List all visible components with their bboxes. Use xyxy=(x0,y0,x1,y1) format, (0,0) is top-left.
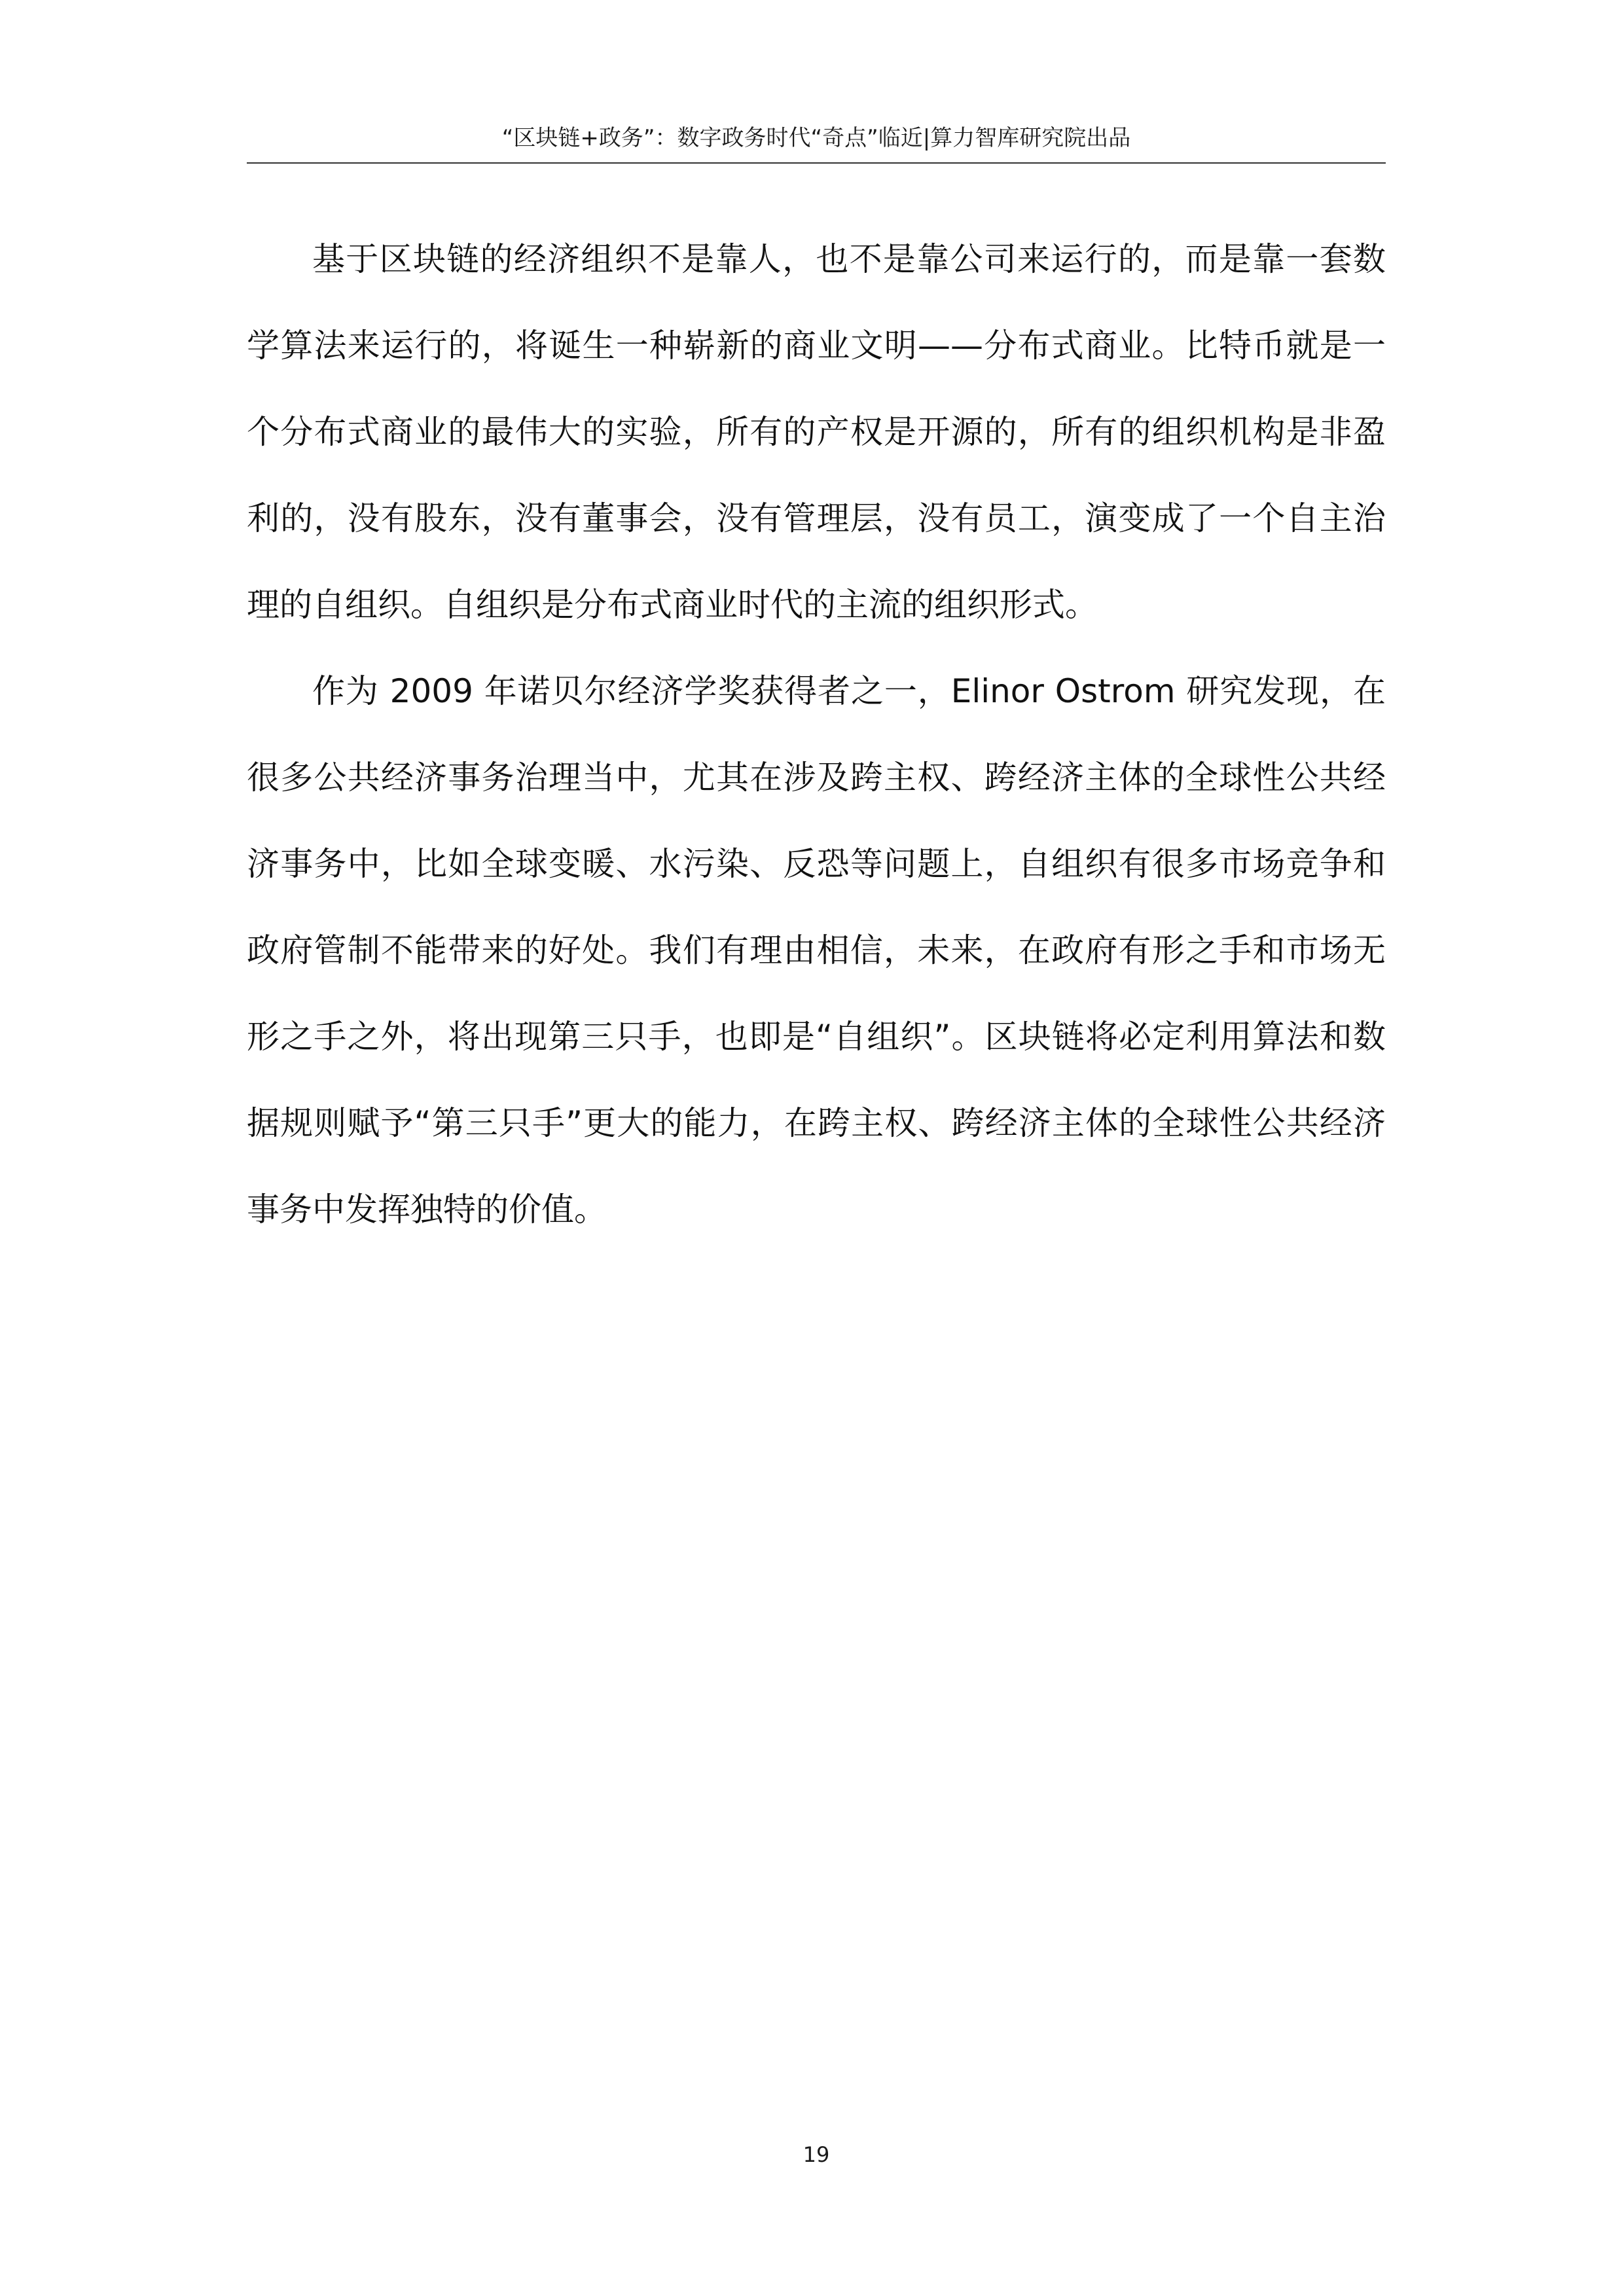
paragraph: 基于区块链的经济组织不是靠人，也不是靠公司来运行的，而是靠一套数学算法来运行的，将诞生一种崭新的商业文明——分布式商业。比特币就是一个分布式商业的最伟大的实验，所有的产权是开源的，所有的组织机构是非盈利的，没有股东，没有董事会，没有管理层，没有员工，演变成了一个自主治理的自组织。自组织是分布式商业时代的主流的组织形式。 xyxy=(247,240,1386,624)
paragraph: 作为 2009 年诺贝尔经济学奖获得者之一，Elinor Ostrom 研究发现，在很多公共经济事务治理当中，尤其在涉及跨主权、跨经济主体的全球性公共经济事务中，比如全球变暖、水污染、反恐等问题上，自组织有很多市场竞争和政府管制不能带来的好处。我们有理由相信，未来，在政府有形之手和市场无形之手之外，将出现第三只手，也即是“自组织”。区块链将必定利用算法和数据规则赋予“第三只手”更大的能力，在跨主权、跨经济主体的全球性公共经济事务中发挥独特的价值。 xyxy=(247,672,1386,1229)
document-body xyxy=(247,216,1386,1253)
page-number: 19 xyxy=(803,2142,830,2167)
header-divider xyxy=(247,162,1386,164)
page-header: “区块链+政务”：数字政务时代“奇点”临近|算力智库研究院出品 xyxy=(501,125,1131,151)
